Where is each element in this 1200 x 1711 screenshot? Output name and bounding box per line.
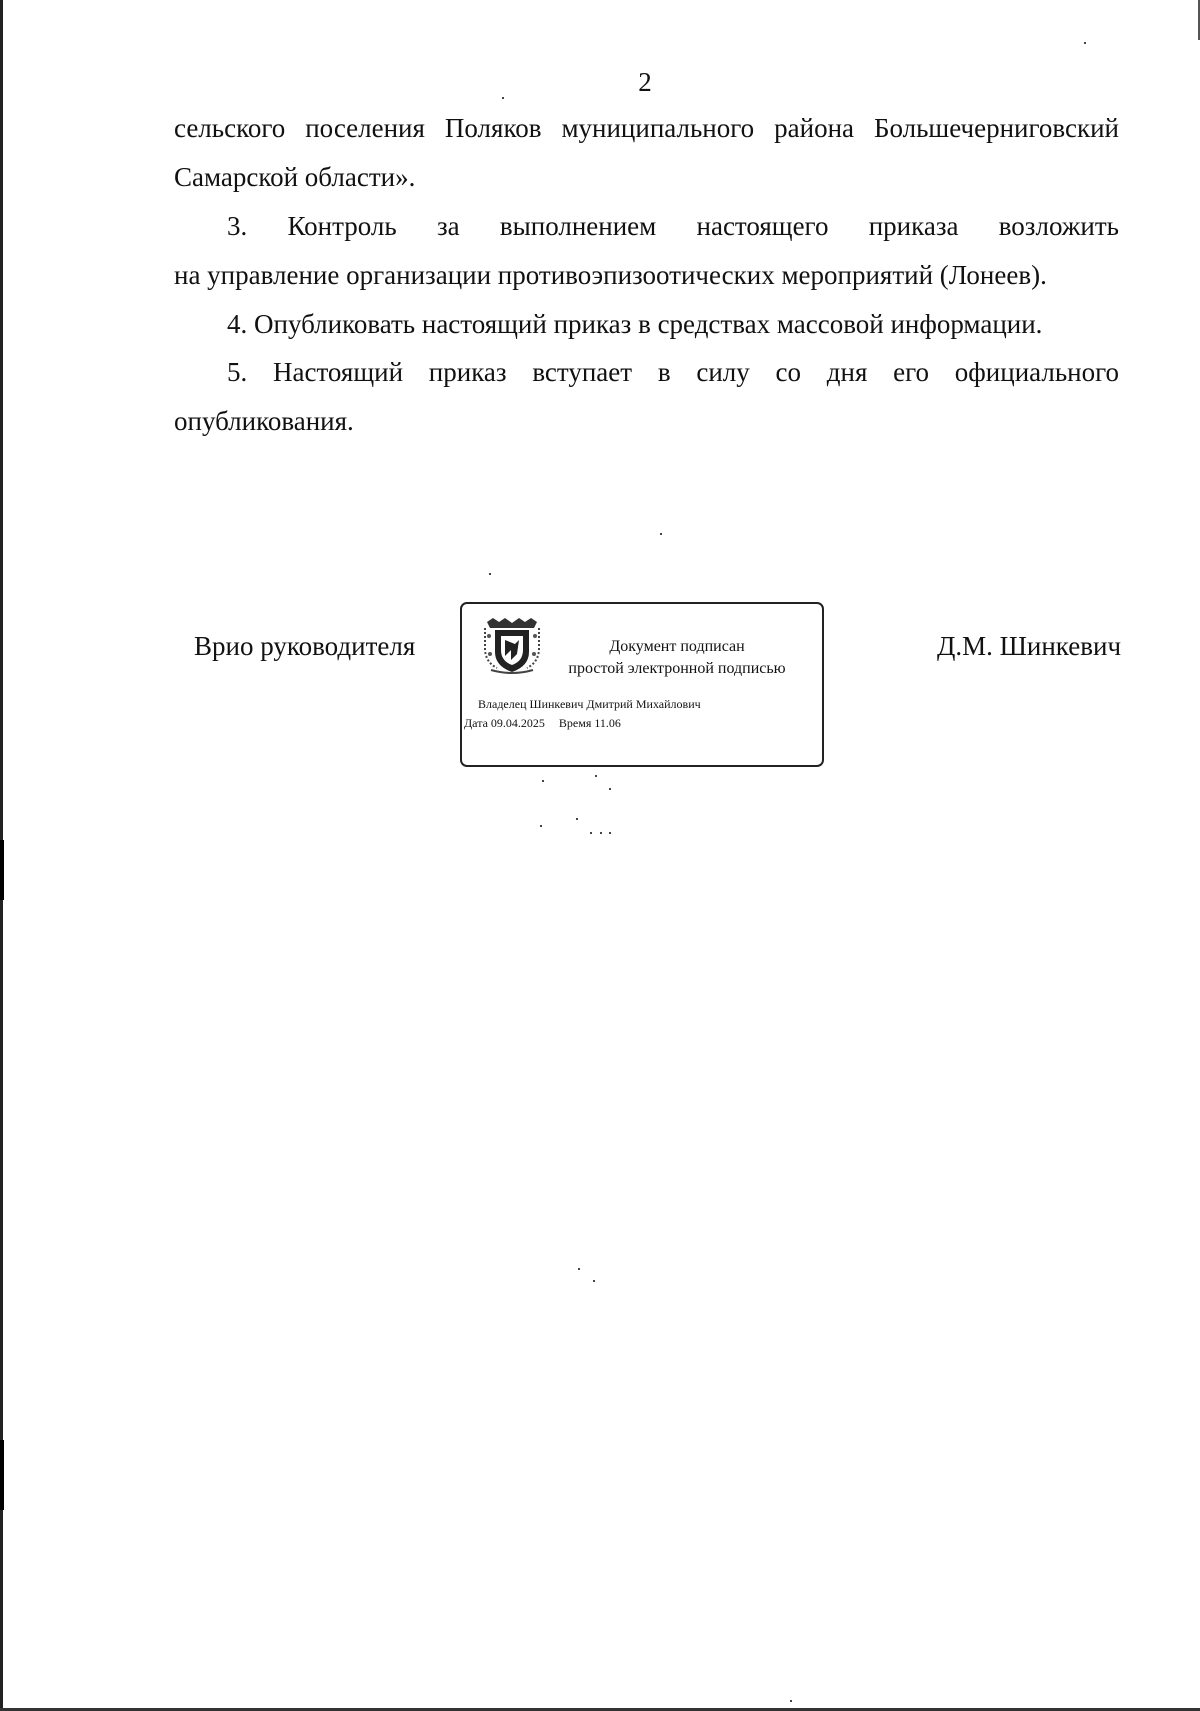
scan-speck xyxy=(542,780,544,782)
scan-speck xyxy=(590,832,592,834)
paragraph-5-line1: 5. Настоящий приказ вступает в силу со дня его официального xyxy=(227,357,1119,387)
stamp-owner: Владелец Шинкевич Дмитрий Михайлович xyxy=(478,697,701,711)
scan-speck xyxy=(489,573,491,575)
scan-edge-mark xyxy=(0,1440,4,1510)
scan-speck xyxy=(595,775,597,777)
scan-speck xyxy=(1084,42,1086,44)
scan-speck xyxy=(578,1268,580,1270)
stamp-title xyxy=(542,636,812,680)
scan-speck xyxy=(576,818,578,820)
scan-speck xyxy=(593,1280,595,1282)
paragraph-5 xyxy=(174,348,1119,446)
stamp-datetime xyxy=(464,716,621,731)
signer-name: Д.М. Шинкевич xyxy=(937,631,1122,661)
scan-speck xyxy=(540,825,542,827)
paragraph-3-line1: 3. Контроль за выполнением настоящего приказа возложить xyxy=(227,211,1119,241)
stamp-date: Дата 09.04.2025 xyxy=(464,716,545,730)
paragraph-4-line1: 4. Опубликовать настоящий приказ в средствах массовой информации. xyxy=(227,309,1043,339)
paragraph-continuation-line1: сельского поселения Поляков муниципального района Большечерниговский xyxy=(174,113,1119,143)
scan-speck xyxy=(609,788,611,790)
paragraph-4 xyxy=(174,300,1119,349)
scan-edge-mark xyxy=(0,840,4,900)
e-signature-stamp xyxy=(460,602,824,767)
scan-speck xyxy=(660,533,662,535)
stamp-title-line1: Документ подписан xyxy=(609,638,745,655)
scan-speck xyxy=(600,832,602,834)
paragraph-continuation-line2: Самарской области». xyxy=(174,162,416,192)
scan-speck xyxy=(502,97,504,99)
scan-speck xyxy=(609,832,611,834)
stamp-title-line2: простой электронной подписью xyxy=(568,660,786,677)
stamp-time: Время 11.06 xyxy=(558,716,621,730)
signer-position: Врио руководителя xyxy=(194,631,416,661)
paragraph-3-line2: на управление организации противоэпизоотических мероприятий (Лонеев). xyxy=(174,260,1047,290)
samara-coat-of-arms-icon xyxy=(481,614,543,676)
paragraph-5-line2: опубликования. xyxy=(174,406,354,436)
scan-speck xyxy=(790,1700,792,1702)
paragraph-3 xyxy=(174,202,1119,300)
page-number: 2 xyxy=(638,67,652,97)
body-text xyxy=(174,104,1119,202)
